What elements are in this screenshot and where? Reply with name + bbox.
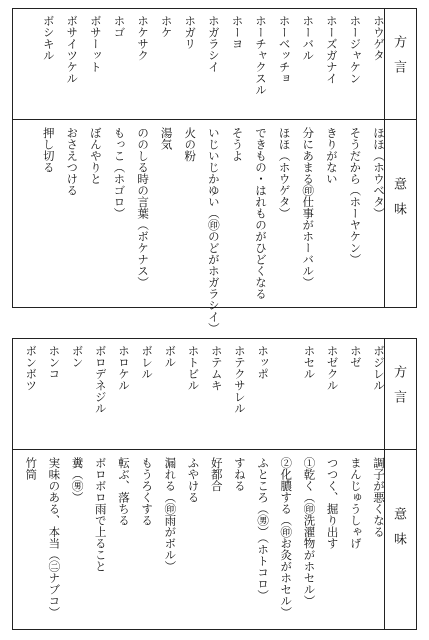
dialect-term: ホーズガナイ (324, 15, 339, 84)
dialect-term: ホーバル (301, 15, 316, 61)
meaning-text: 湯気 (159, 127, 174, 150)
meaning-text: ①乾く（㊞洗濯物がホセル） (302, 457, 317, 607)
meaning-text: 転ぶ、落ちる (116, 457, 131, 526)
dialect-term: ホンコ (47, 345, 62, 380)
meaning-text: ②化膿する（㊞お灸がホセル） (279, 457, 294, 618)
meaning-text: 分にあまる㊞仕事がホーバル） (301, 127, 316, 288)
meaning-column-group (13, 455, 384, 625)
meaning-text: ふところ（㊚）（ホトコロ） (256, 457, 271, 601)
meaning-text: もうろくする (140, 457, 155, 526)
meaning-text: ののしる時の言葉（ボケナス） (136, 127, 151, 288)
meaning-text: できもの・はれものがひどくなる (254, 127, 269, 300)
meaning-text: 実味のある、本当（㊁ナブコ） (47, 457, 62, 618)
header-column (384, 339, 416, 629)
dialect-term: ホゼ (348, 345, 363, 368)
dialect-table-1 (12, 8, 417, 334)
header-meaning: 意味 (391, 177, 406, 227)
dialect-term: ホーベッチョ (277, 15, 292, 84)
header-meaning: 意味 (391, 507, 406, 557)
meaning-text: 押し切る (41, 127, 56, 173)
meaning-text: ふやける (186, 457, 201, 503)
dialect-term: ボサイツケル (65, 15, 80, 84)
meaning-text: きりがない (324, 127, 339, 185)
dialect-term: ホセル (302, 345, 317, 380)
meaning-text: ボロボロ雨で上ること (93, 457, 108, 572)
dialect-term: ホロケル (116, 345, 131, 391)
meaning-text: いじいじかゆい（㊞のどがホガラシイ） (206, 127, 221, 334)
dialect-term: ボン (70, 345, 85, 368)
meaning-text: まんじゅうしゃげ (348, 457, 363, 549)
dialect-term: ホガリ (183, 15, 198, 50)
meaning-text: もっこ（ホゴロ） (112, 127, 127, 219)
meaning-text: そうよ (230, 127, 245, 162)
dialect-term: ホケ (159, 15, 174, 38)
meaning-text: 漏れる（㊞雨がボル） (163, 457, 178, 572)
dialect-term: ホーチャクスル (254, 15, 269, 96)
row-divider (13, 449, 384, 450)
dialect-term: ホージャケン (348, 15, 363, 84)
meaning-text: 火の粉 (183, 127, 198, 162)
header-dialect: 方言 (391, 35, 406, 85)
dialect-term: ボル (163, 345, 178, 368)
dialect-term: ボレル (140, 345, 155, 380)
dialect-column-group (13, 13, 384, 117)
dialect-column-group (13, 343, 384, 447)
meaning-text: 竹筒 (24, 457, 39, 480)
meaning-text: おさえつける (65, 127, 80, 196)
dialect-term: ホケサク (136, 15, 151, 61)
row-divider (13, 119, 384, 120)
meaning-column-group (13, 125, 386, 334)
dialect-term: ボジレル (372, 345, 386, 391)
header-column (384, 9, 416, 307)
dialect-term: ホーヨ (230, 15, 245, 50)
meaning-text: 好都合 (209, 457, 224, 492)
dialect-term: ホテクサレル (232, 345, 247, 414)
dialect-term: ボサーット (88, 15, 103, 73)
meaning-text: すねる (232, 457, 247, 492)
dialect-term: ボシキル (41, 15, 56, 61)
dialect-term: ホトビル (186, 345, 201, 391)
dialect-term: ホテムキ (209, 345, 224, 391)
meaning-text: 糞（㊚） (70, 457, 85, 503)
dialect-table-2 (12, 338, 417, 630)
meaning-text: 調子が悪くなる (372, 457, 386, 538)
meaning-text: ほほ（ホウベタ） (372, 127, 386, 219)
dialect-term (268, 343, 291, 447)
dialect-term: ホウゲタ (372, 15, 386, 61)
meaning-text: ほほ（ホウゲタ） (277, 127, 292, 219)
meaning-text: つつく、掘り出す (325, 457, 340, 549)
meaning-text: そうだから（ホーヤケン） (348, 127, 363, 265)
dialect-term: ボンボツ (24, 345, 39, 391)
header-dialect: 方言 (391, 365, 406, 415)
meaning-text: ぼんやりと (88, 127, 103, 185)
dialect-term: ホゴ (112, 15, 127, 38)
dialect-term: ホッポ (256, 345, 271, 380)
dialect-term: ボロデネジル (93, 345, 108, 414)
dialect-term: ホゼクル (325, 345, 340, 391)
dialect-term: ホガラシイ (206, 15, 221, 73)
